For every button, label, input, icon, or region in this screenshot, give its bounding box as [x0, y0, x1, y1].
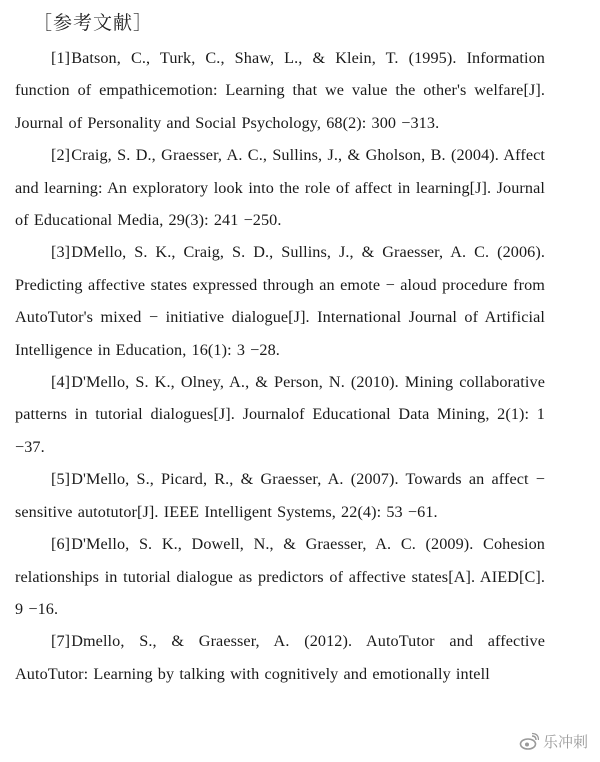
- reference-number: [6]: [51, 535, 71, 554]
- reference-item: [15, 528, 545, 625]
- reference-number: [1]: [51, 49, 71, 67]
- reference-text: D'Mello, S., Picard, R., & Graesser, A. (2007). Towards an affect − sensitive autotutor[J]. IEEE Intelligent Systems, 22(4): 53 −61.: [15, 470, 545, 521]
- references-heading: ［参考文献］: [33, 13, 154, 34]
- reference-text: D'Mello, S. K., Dowell, N., & Graesser, A. C. (2009). Cohesion relationships in tutorial dialogue as predictors of affective states[A]. AIED[C]. 9 −16.: [15, 535, 545, 618]
- weibo-logo-icon: [519, 732, 539, 752]
- reference-item: [15, 139, 545, 236]
- reference-item: [15, 42, 545, 139]
- watermark-text: 乐冲刺: [542, 733, 588, 751]
- reference-item: [15, 366, 545, 463]
- reference-text: D'Mello, S. K., Olney, A., & Person, N. (2010). Mining collaborative patterns in tutorial dialogues[J]. Journalof Educational Data Mining, 2(1): 1 −37.: [15, 373, 545, 456]
- reference-item: [15, 625, 545, 690]
- reference-list: [15, 42, 545, 690]
- reference-item: [15, 463, 545, 528]
- reference-number: [3]: [51, 243, 71, 262]
- reference-text: DMello, S. K., Craig, S. D., Sullins, J., & Graesser, A. C. (2006). Predicting affective states expressed through an emote − aloud procedure from AutoTutor's mixed − initiative dialogue[J]. International Journal of Artificial Intelligence in Education, 16(1): 3 −28.: [15, 243, 545, 359]
- reference-text: Craig, S. D., Graesser, A. C., Sullins, J., & Gholson, B. (2004). Affect and learning: An exploratory look into the role of affect in learning[J]. Journal of Educational Media, 29(3): 241 −250.: [15, 146, 545, 230]
- reference-text: Dmello, S., & Graesser, A. (2012). AutoTutor and affective AutoTutor: Learning by talking with cognitively and emotionally intell: [15, 632, 545, 683]
- watermark: [515, 729, 592, 754]
- reference-text: Batson, C., Turk, C., Shaw, L., & Klein, T. (1995). Information function of empathicemotion: Learning that we value the other's welfare[J]. Journal of Personality and Social Psychology, 68(2): 300 −313.: [15, 49, 545, 132]
- reference-number: [4]: [51, 373, 71, 392]
- reference-number: [7]: [51, 632, 71, 651]
- reference-item: [15, 236, 545, 366]
- reference-number: [5]: [51, 470, 71, 489]
- reference-number: [2]: [51, 146, 71, 165]
